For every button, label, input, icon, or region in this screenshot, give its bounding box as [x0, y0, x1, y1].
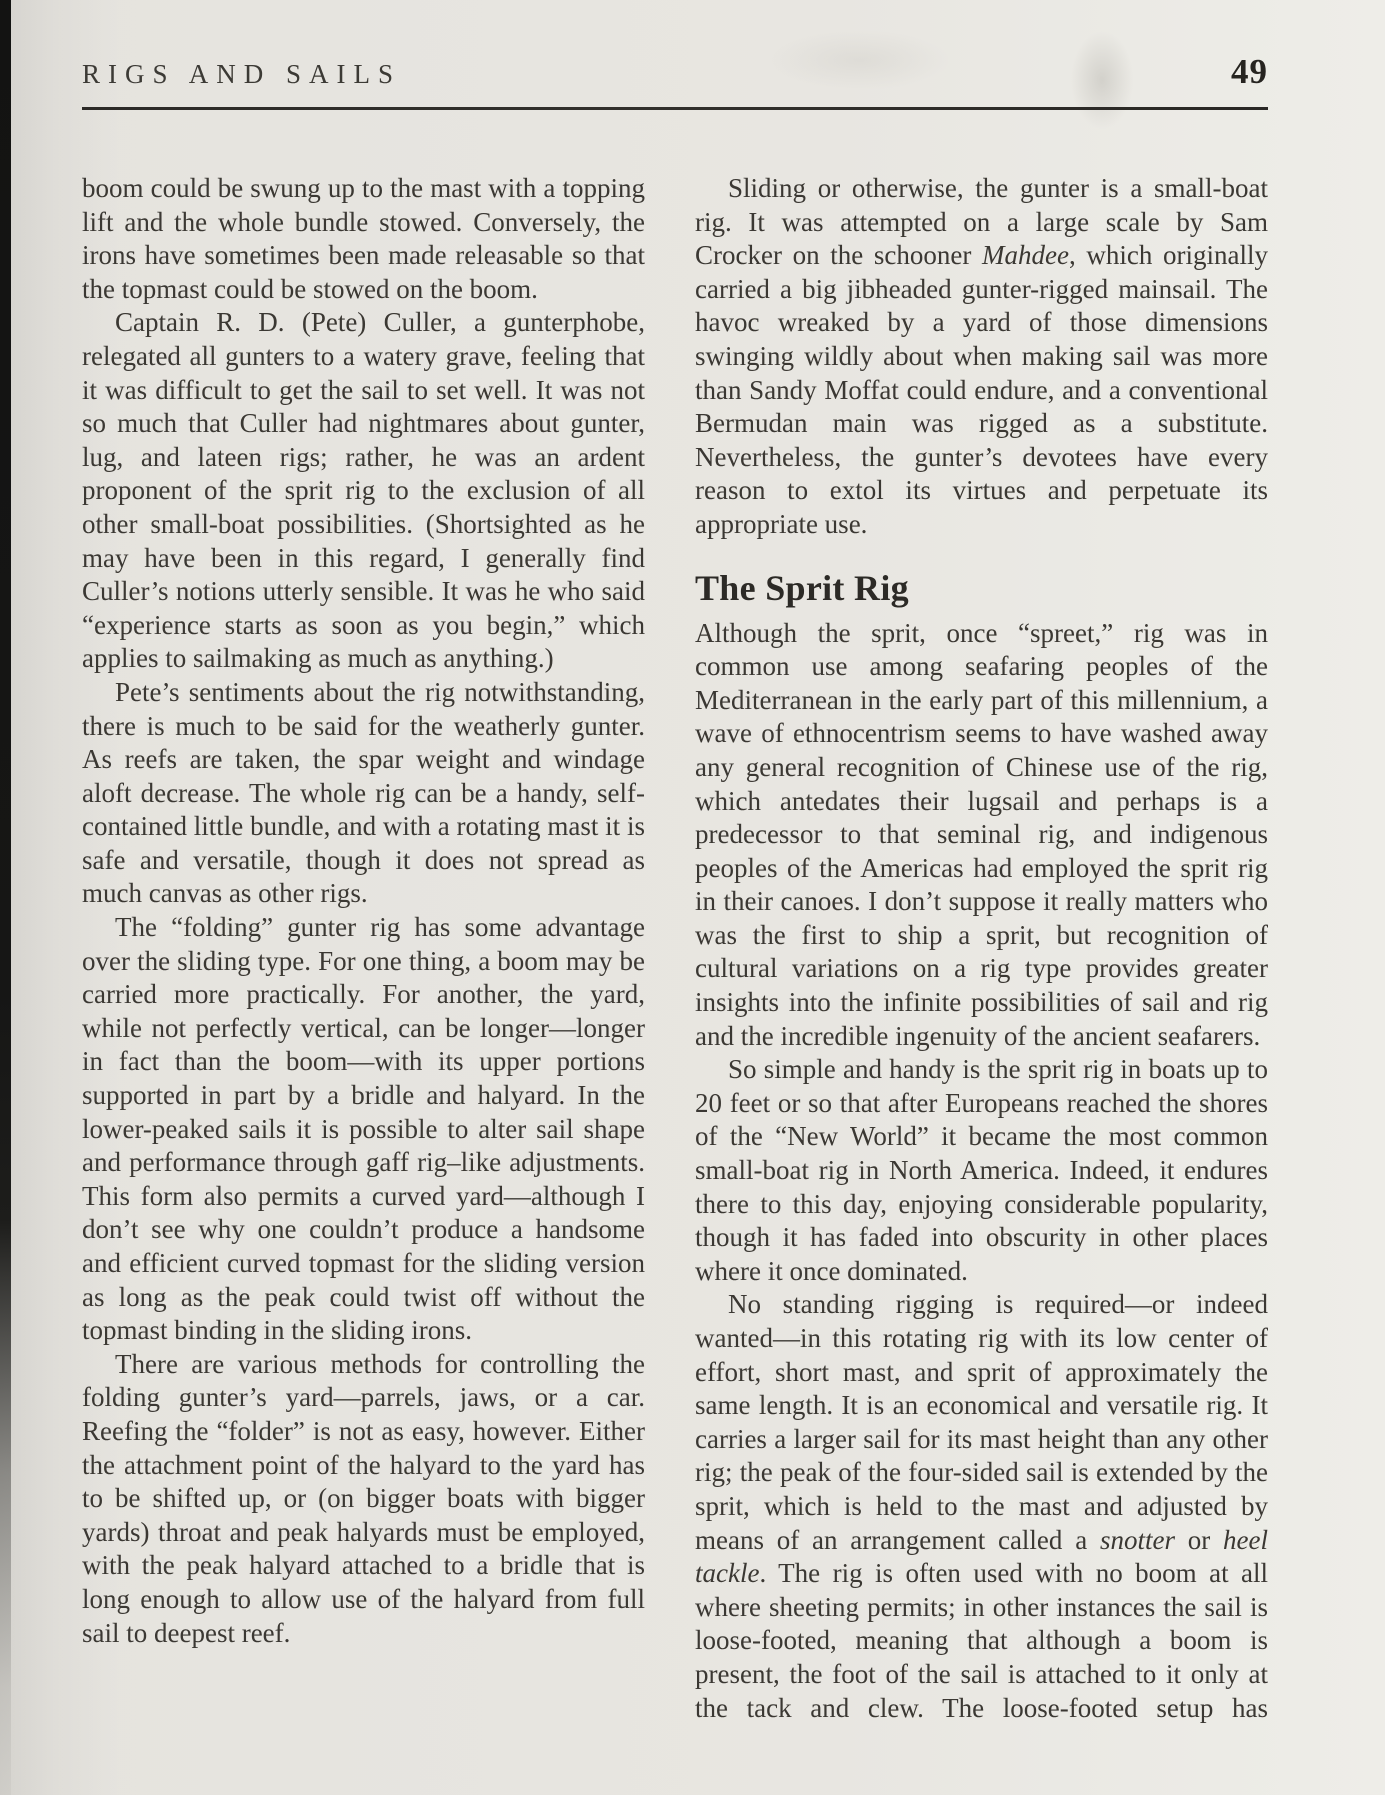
text-run: No standing rigging is required—or indeed wanted—in this rotating rig with its low center of effort, short mast, and sprit of approximately the same length. It is an economical and versatile rig. It carries a larger sail for its mast height than any other rig; the peak of the four-sided sail is extended by the sprit, which is held to the mast and adjusted by means of an arrangement called a — [695, 1289, 1268, 1555]
paragraph — [695, 172, 1268, 542]
text-run: . The rig is often used with no boom at all where sheeting permits; in other instances the sail is loose-footed, meaning that although a boom is present, the foot of the sail is attached to it only at the tack and clew. The loose-footed setup has — [695, 1558, 1268, 1723]
running-title: RIGS AND SAILS — [82, 59, 402, 89]
spine-shadow — [0, 0, 11, 1795]
text-run: There are various methods for controlling the folding gunter’s yard—parrels, jaws, or a car. Reefing the “folder” is not as easy, however. Either the attachment point of the halyard to the yard has to be shifted up, or (on bigger boats with bigger yards) throat and peak halyards must be employed, with the peak halyard attached to a bridle that is long enough to allow use of the halyard from full sail to deepest reef. — [82, 1348, 645, 1648]
paragraph — [82, 306, 645, 676]
text-columns — [82, 172, 1268, 1725]
right-column — [695, 172, 1268, 1725]
italic-term: Mahdee — [982, 240, 1069, 271]
text-run: So simple and handy is the sprit rig in boats up to 20 feet or so that after Europeans reached the shores of the “New World” it became the most common small-boat rig in North America. Indeed, it endures there to this day, enjoying considerable popularity, though it has faded into obscurity in other places where it once dominated. — [695, 1054, 1268, 1286]
page-number: 49 — [1231, 52, 1268, 91]
italic-term: heel tackle — [695, 1524, 1268, 1589]
paragraph — [695, 617, 1268, 1054]
paragraph — [82, 1348, 645, 1650]
section-heading: The Sprit Rig — [695, 567, 909, 608]
text-run: Although the sprit, once “spreet,” rig was in common use among seafaring peoples of the Mediterranean in the early part of this millennium, a wave of ethnocentrism seems to have washed away any general recognition of Chinese use of the rig, which antedates their lugsail and perhaps is a predecessor to that seminal rig, and indigenous peoples of the Americas had employed the sprit rig in their canoes. I don’t suppose it really matters who was the first to ship a sprit, but recognition of cultural variations on a rig type provides greater insights into the infinite possibilities of sail and rig and the incredible ingenuity of the ancient seafarers. — [695, 617, 1268, 1051]
text-run: The “folding” gunter rig has some advantage over the sliding type. For one thing, a boom may be carried more practically. For another, the yard, while not perfectly vertical, can be longer—longer in fact than the boom—with its upper portions supported in part by a bridle and halyard. In the lower-peaked sails it is possible to alter sail shape and performance through gaff rig–like adjustments. This form also permits a curved yard—although I don’t see why one couldn’t produce a handsome and efficient curved topmast for the sliding version as long as the peak could twist off without the topmast binding in the sliding irons. — [82, 912, 645, 1346]
text-run: or — [1174, 1524, 1224, 1555]
paragraph — [82, 911, 645, 1348]
text-run: , which originally carried a big jibheaded gunter-rigged mainsail. The havoc wreaked by a yard of those dimensions swinging wildly about when making sail was more than Sandy Moffat could endure, and a conventional Bermudan main was rigged as a substitute. Nevertheless, the gunter’s devotees have every reason to extol its virtues and perpetuate its appropriate use. — [695, 240, 1268, 539]
text-run: Pete’s sentiments about the rig notwithstanding, there is much to be said for the weatherly gunter. As reefs are taken, the spar weight and windage aloft decrease. The whole rig can be a handy, self-contained little bundle, and with a rotating mast it is safe and versatile, though it does not spread as much canvas as other rigs. — [82, 676, 645, 909]
text-run: boom could be swung up to the mast with a topping lift and the whole bundle stowed. Conversely, the irons have sometimes been made releasable so that the topmast could be stowed on the boom. — [82, 173, 645, 304]
page-header — [82, 52, 1268, 92]
paragraph — [695, 1288, 1268, 1725]
paragraph — [82, 172, 645, 306]
text-run: Captain R. D. (Pete) Culler, a gunterphobe, relegated all gunters to a watery grave, feeling that it was difficult to get the sail to set well. It was not so much that Culler had nightmares about gunter, lug, and lateen rigs; rather, he was an ardent proponent of the sprit rig to the exclusion of all other small-boat possibilities. (Shortsighted as he may have been in this regard, I generally find Culler’s notions utterly sensible. It was he who said “experience starts as soon as you begin,” which applies to sailmaking as much as anything.) — [82, 307, 645, 674]
text-run: Sliding or otherwise, the gunter is a small-boat rig. It was attempted on a large scale by Sam Crocker on the schooner — [695, 173, 1268, 271]
italic-term: snotter — [1099, 1524, 1175, 1555]
left-column — [82, 172, 645, 1725]
paragraph — [82, 676, 645, 911]
paragraph — [695, 1053, 1268, 1288]
header-rule — [82, 107, 1268, 110]
